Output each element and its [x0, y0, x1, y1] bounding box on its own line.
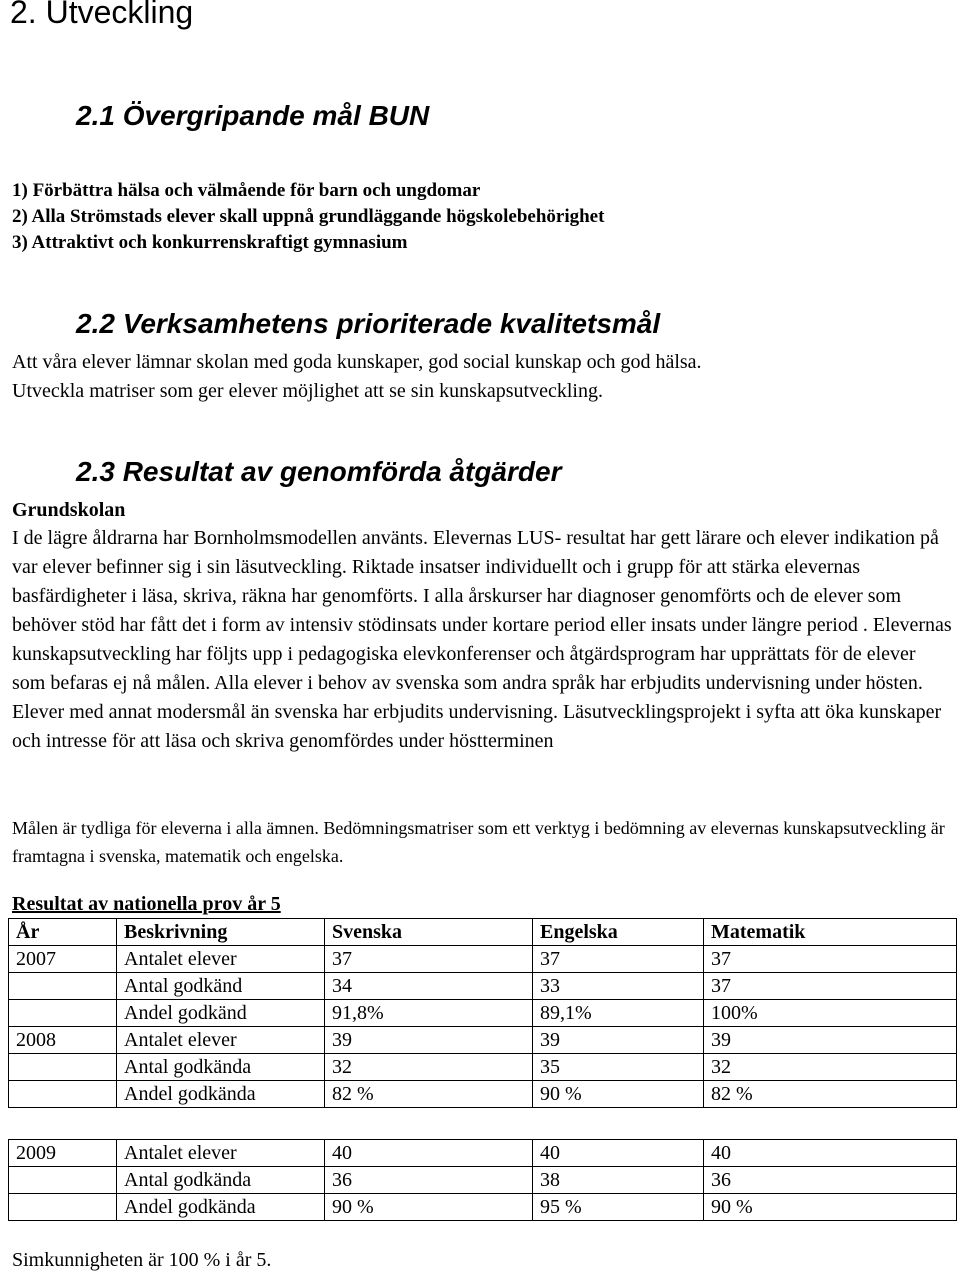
table-cell: 32 — [325, 1054, 533, 1081]
table-cell: Antal godkända — [117, 1167, 325, 1194]
table-cell: 2009 — [9, 1140, 117, 1167]
table-row — [9, 1027, 957, 1054]
table-row — [9, 1081, 957, 1108]
goals-list — [12, 178, 604, 256]
quality-goal-line: Att våra elever lämnar skolan med goda kunskaper, god social kunskap och god hälsa. — [12, 351, 702, 373]
table-cell: Antalet elever — [117, 946, 325, 973]
table-row — [9, 1054, 957, 1081]
table-cell: 37 — [704, 946, 957, 973]
table-cell: Andel godkänd — [117, 1000, 325, 1027]
table-caption: Resultat av nationella prov år 5 — [12, 893, 281, 915]
table-cell: 90 % — [704, 1194, 957, 1221]
table-cell: 33 — [533, 973, 704, 1000]
results-paragraph: I de lägre åldrarna har Bornholmsmodellen använts. Elevernas LUS- resultat har gett lärare och elever indikation på var elever befinner sig i sin läsutveckling. Riktade insatser individuellt och i grupp för att stärka elevernas basfärdigheter i läsa, skriva, räkna har genomförts. I alla årskurser har diagnoser genomförts och de elever som behöver stöd har fått det i form av intensiv stödinsats under kortare period eller insats under längre period . Elevernas kunskapsutveckling har följts upp i pedagogiska elevkonferenser och åtgärdsprogram har upprättats för de elever som befaras ej nå målen. Alla elever i behov av svenska som andra språk har erbjudits undervisning under hösten. Elever med annat modersmål än svenska har erbjudits undervisning. Läsutvecklingsprojekt i syfta att öka kunskaper och intresse för att läsa och skriva genomfördes under höstterminen — [12, 527, 952, 752]
section-heading-2-1: 2.1 Övergripande mål BUN — [76, 100, 430, 131]
table-cell: 39 — [325, 1027, 533, 1054]
subheading-grundskolan: Grundskolan — [12, 499, 126, 521]
table-row — [9, 1194, 957, 1221]
table-cell — [9, 1194, 117, 1221]
table-cell: 90 % — [533, 1081, 704, 1108]
goal-item: 2) Alla Strömstads elever skall uppnå grundläggande högskolebehörighet — [12, 206, 605, 227]
table-cell: Antalet elever — [117, 1027, 325, 1054]
table-row — [9, 1140, 957, 1167]
table-cell: 82 % — [704, 1081, 957, 1108]
table-cell: 40 — [533, 1140, 704, 1167]
table-cell: Andel godkända — [117, 1081, 325, 1108]
table-cell: 95 % — [533, 1194, 704, 1221]
table-cell: 32 — [704, 1054, 957, 1081]
table-cell: 35 — [533, 1054, 704, 1081]
section-heading-2-3: 2.3 Resultat av genomförda åtgärder — [76, 456, 562, 487]
table-cell: 37 — [704, 973, 957, 1000]
table-cell: Antal godkänd — [117, 973, 325, 1000]
header-cell: Svenska — [325, 919, 533, 946]
page-title: 2. Utveckling — [10, 0, 194, 30]
table-cell: 100% — [704, 1000, 957, 1027]
goal-item: 3) Attraktivt och konkurrenskraftigt gymnasium — [12, 232, 408, 253]
table-cell: 39 — [533, 1027, 704, 1054]
header-cell: År — [9, 919, 117, 946]
table-cell: 34 — [325, 973, 533, 1000]
table-cell: 36 — [325, 1167, 533, 1194]
results-paragraph-2: Målen är tydliga för eleverna i alla ämnen. Bedömningsmatriser som ett verktyg i bedömning av elevernas kunskapsutveckling är framtagna i svenska, matematik och engelska. — [12, 818, 945, 866]
table-cell: 37 — [533, 946, 704, 973]
table-cell — [9, 973, 117, 1000]
section-heading-2-2: 2.2 Verksamhetens prioriterade kvalitetsmål — [76, 308, 661, 339]
table-cell: 82 % — [325, 1081, 533, 1108]
table-cell: 40 — [325, 1140, 533, 1167]
goal-item: 1) Förbättra hälsa och välmående för barn och ungdomar — [12, 180, 481, 201]
header-cell: Beskrivning — [117, 919, 325, 946]
quality-goal-line: Utveckla matriser som ger elever möjlighet att se sin kunskapsutveckling. — [12, 380, 603, 402]
results-table-b — [8, 1139, 957, 1221]
footnote: Simkunnigheten är 100 % i år 5. — [12, 1249, 272, 1271]
table-row — [9, 946, 957, 973]
table-cell: 89,1% — [533, 1000, 704, 1027]
table-cell — [9, 1000, 117, 1027]
table-row — [9, 1167, 957, 1194]
table-cell: Andel godkända — [117, 1194, 325, 1221]
table-cell: 90 % — [325, 1194, 533, 1221]
table-cell: 2007 — [9, 946, 117, 973]
table-cell: 2008 — [9, 1027, 117, 1054]
table-cell: Antalet elever — [117, 1140, 325, 1167]
table-cell: 91,8% — [325, 1000, 533, 1027]
header-cell: Engelska — [533, 919, 704, 946]
table-header-row — [9, 919, 957, 946]
results-table-a — [8, 918, 957, 1108]
table-cell: 40 — [704, 1140, 957, 1167]
table-cell — [9, 1081, 117, 1108]
table-row — [9, 973, 957, 1000]
table-row — [9, 1000, 957, 1027]
header-cell: Matematik — [704, 919, 957, 946]
table-cell: 38 — [533, 1167, 704, 1194]
table-cell: Antal godkända — [117, 1054, 325, 1081]
table-cell: 37 — [325, 946, 533, 973]
table-cell — [9, 1167, 117, 1194]
table-cell: 36 — [704, 1167, 957, 1194]
table-cell: 39 — [704, 1027, 957, 1054]
table-cell — [9, 1054, 117, 1081]
